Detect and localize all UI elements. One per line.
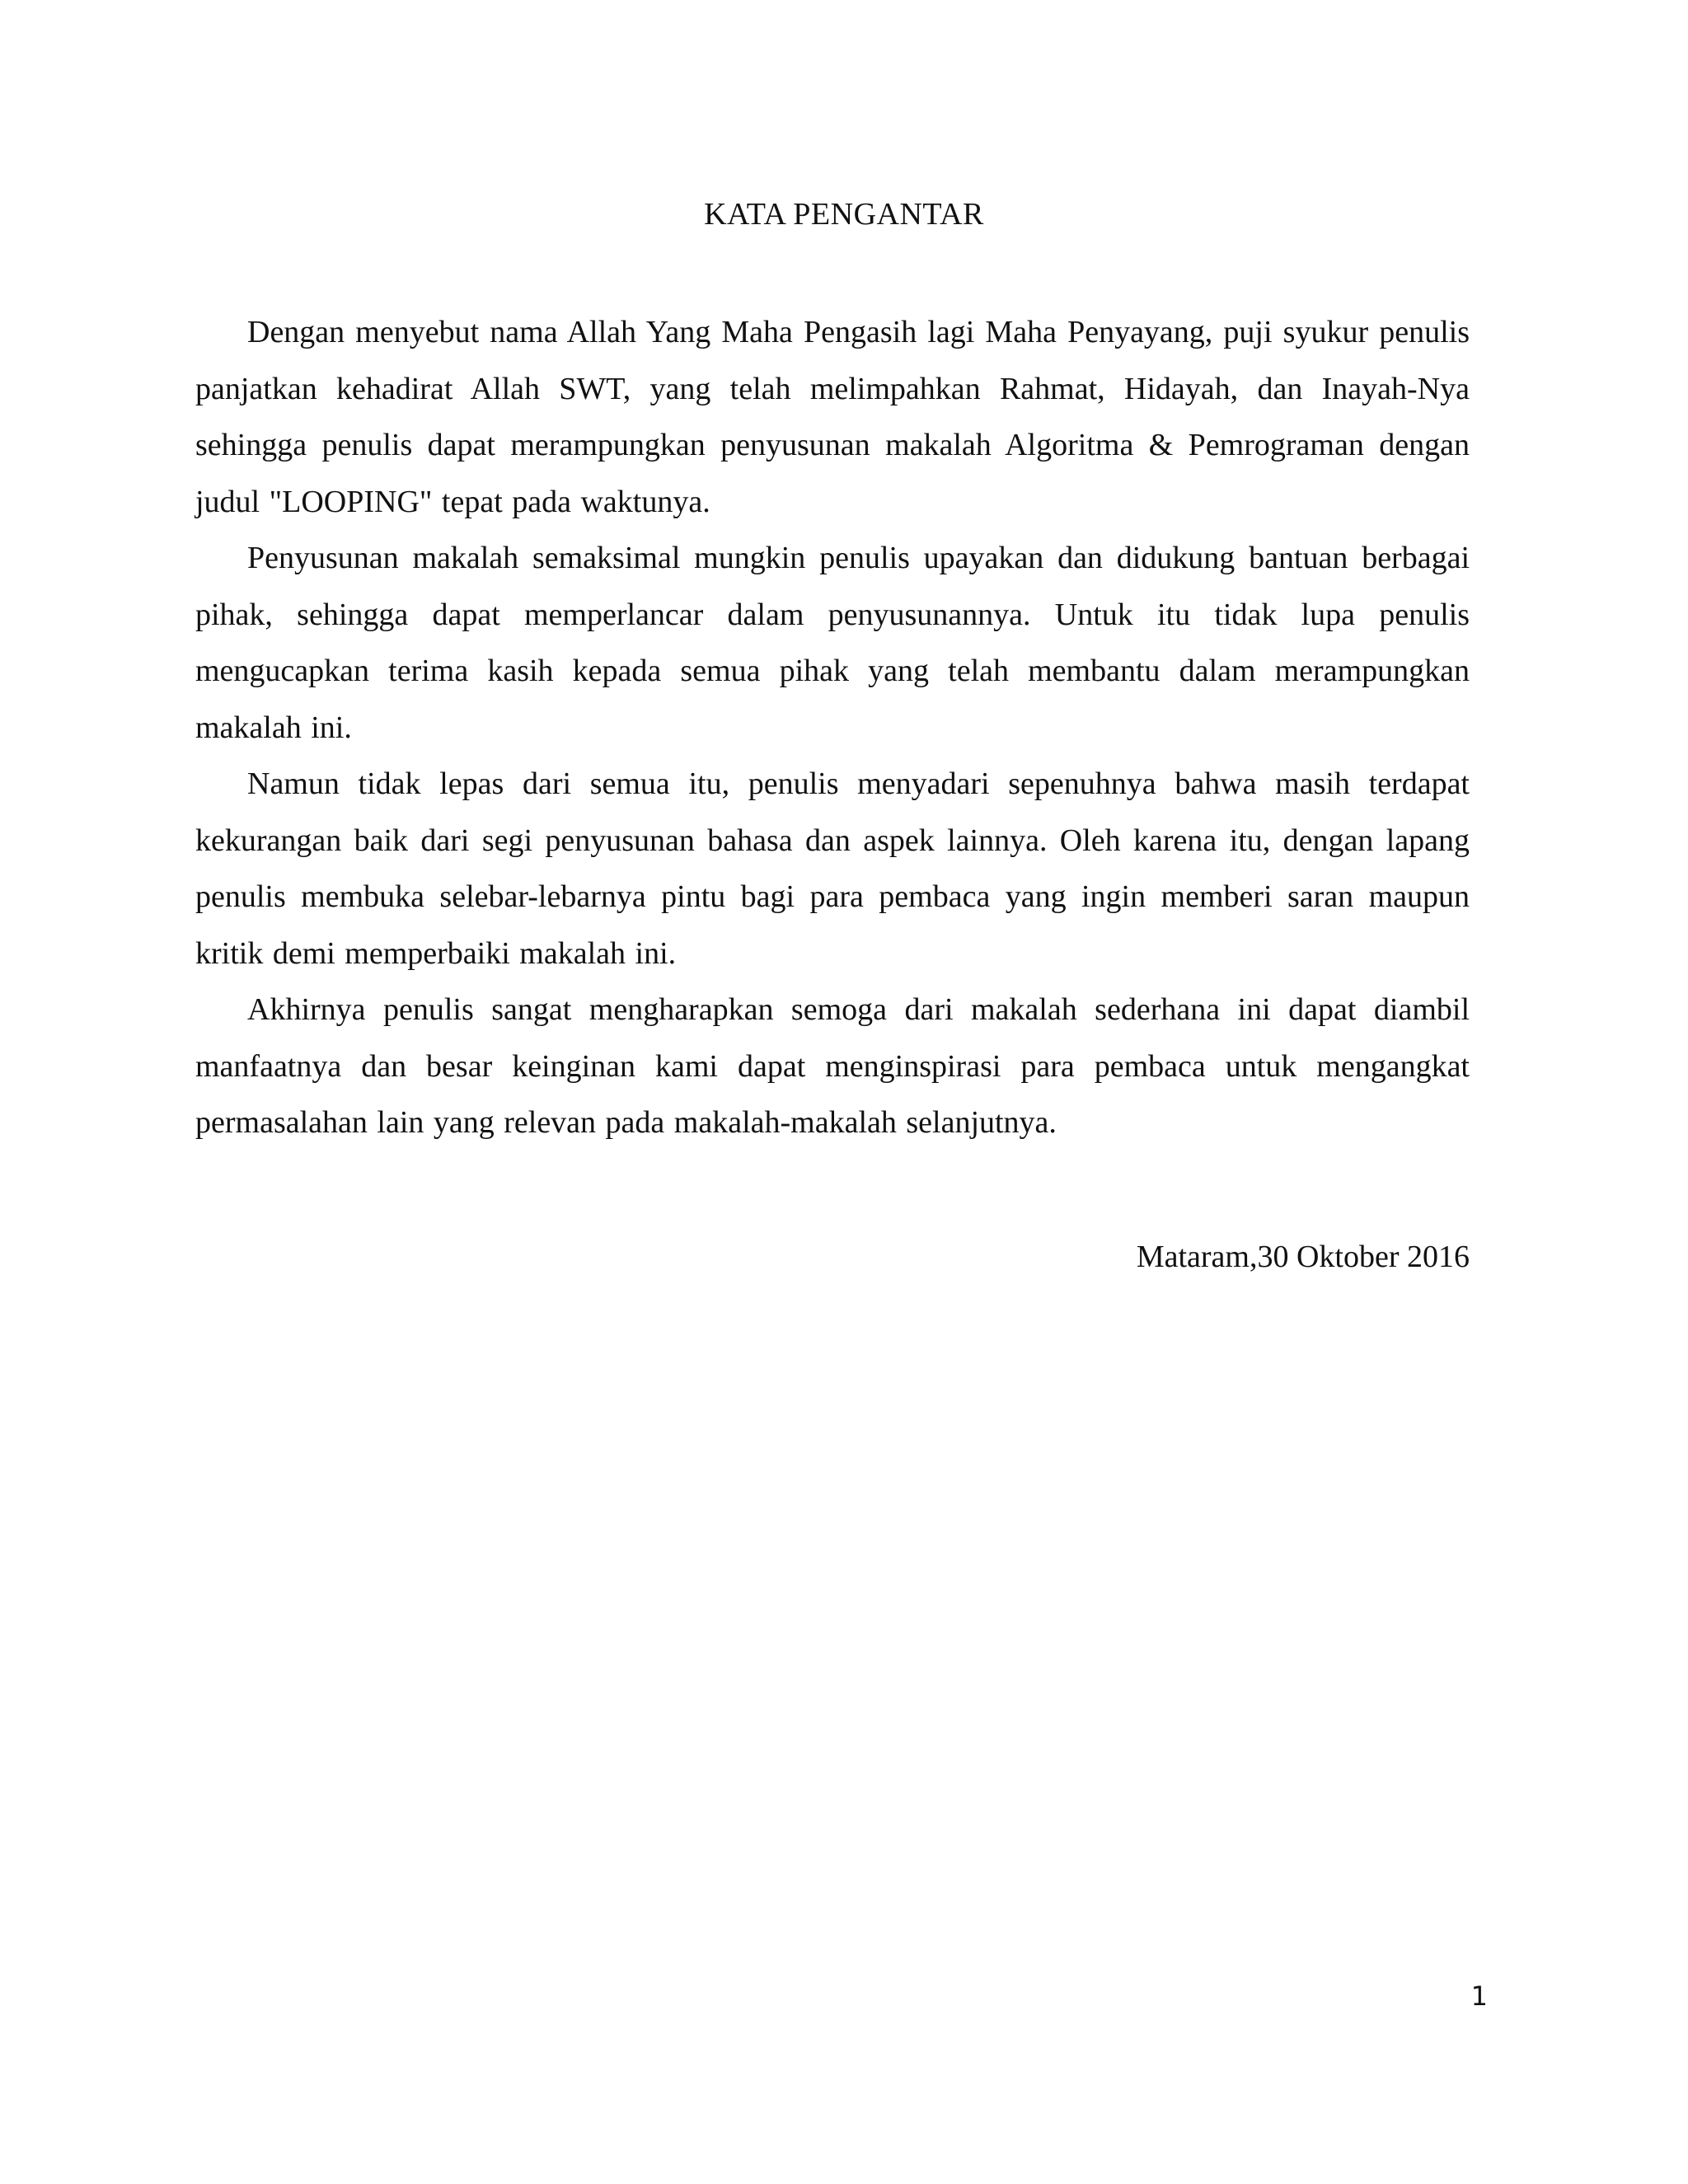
place-date: Mataram,30 Oktober 2016 xyxy=(1136,1240,1470,1274)
paragraph-1: Dengan menyebut nama Allah Yang Maha Pengasih lagi Maha Penyayang, puji syukur penulis panjatkan kehadirat Allah SWT, yang telah melimpahkan Rahmat, Hidayah, dan Inayah-Nya sehingga penulis dapat merampungkan penyusunan makalah Algoritma & Pemrograman dengan judul "LOOPING" tepat pada waktunya. xyxy=(195,315,1470,519)
paragraph-2: Penyusunan makalah semaksimal mungkin penulis upayakan dan didukung bantuan berbagai pihak, sehingga dapat memperlancar dalam penyusunannya. Untuk itu tidak lupa penulis mengucapkan terima kasih kepada semua pihak yang telah membantu dalam merampungkan makalah ini. xyxy=(195,541,1470,745)
page-number: 1 xyxy=(1470,1980,1488,2012)
paragraph-3: Namun tidak lepas dari semua itu, penulis menyadari sepenuhnya bahwa masih terdapat kekurangan baik dari segi penyusunan bahasa dan aspek lainnya. Oleh karena itu, dengan lapang penulis membuka selebar-lebarnya pintu bagi para pembaca yang ingin memberi saran maupun kritik demi memperbaiki makalah ini. xyxy=(195,766,1470,971)
page-title: KATA PENGANTAR xyxy=(704,197,984,232)
body-text xyxy=(195,304,1470,1151)
paragraph-4: Akhirnya penulis sangat mengharapkan semoga dari makalah sederhana ini dapat diambil manfaatnya dan besar keinginan kami dapat menginspirasi para pembaca untuk mengangkat permasalahan lain yang relevan pada makalah-makalah selanjutnya. xyxy=(195,992,1470,1140)
